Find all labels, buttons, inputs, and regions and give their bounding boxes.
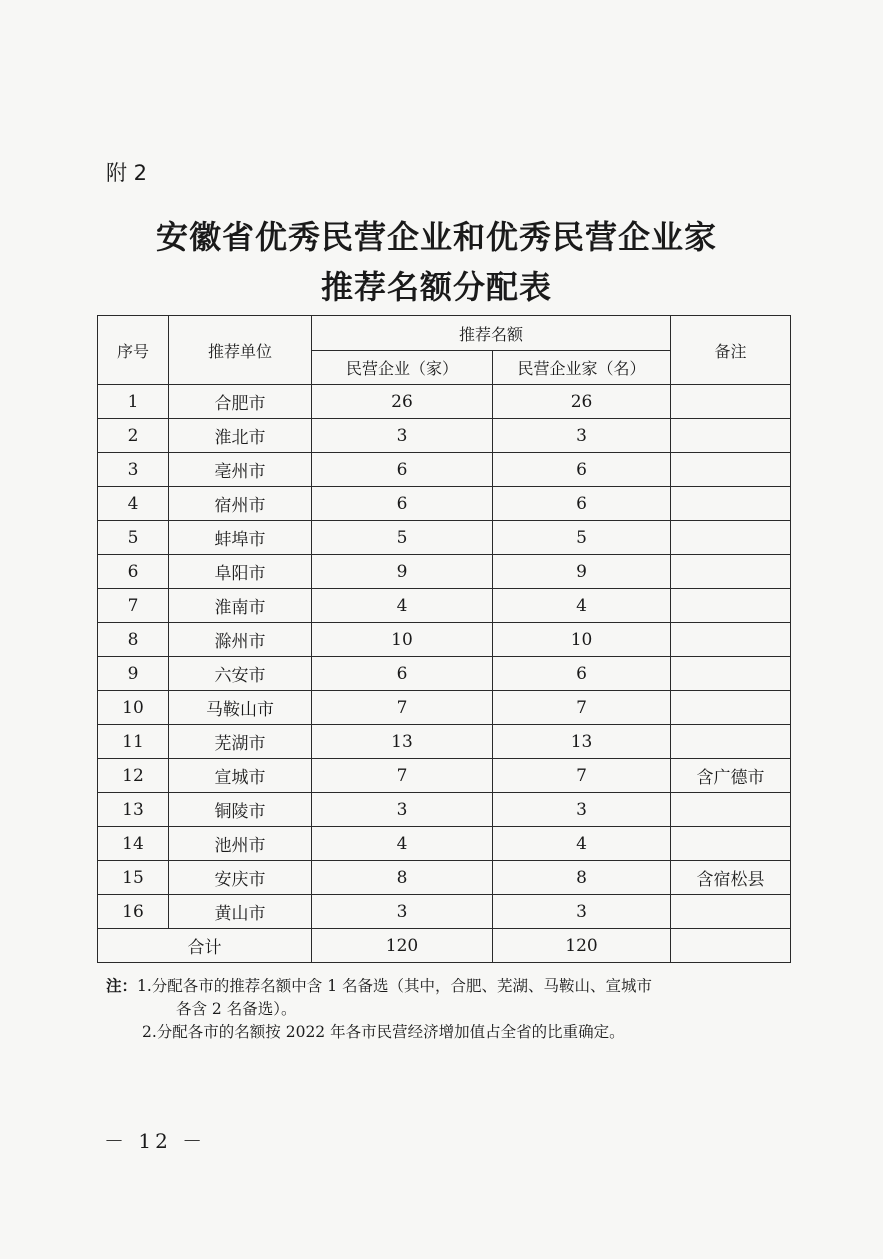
seq-cell: 12 (98, 759, 169, 793)
remarks-cell (671, 623, 791, 657)
entrepreneurs-cell: 4 (493, 827, 671, 861)
unit-cell: 合肥市 (169, 385, 312, 419)
table-row (98, 827, 791, 861)
total-entrepreneurs: 120 (493, 929, 671, 963)
table-row (98, 419, 791, 453)
unit-cell: 铜陵市 (169, 793, 312, 827)
table-row (98, 725, 791, 759)
allocation-table (97, 315, 791, 963)
seq-cell: 1 (98, 385, 169, 419)
entrepreneurs-cell: 3 (493, 793, 671, 827)
seq-cell: 8 (98, 623, 169, 657)
unit-cell: 黄山市 (169, 895, 312, 929)
enterprises-cell: 4 (312, 589, 493, 623)
enterprises-cell: 5 (312, 521, 493, 555)
entrepreneurs-cell: 5 (493, 521, 671, 555)
remarks-cell (671, 385, 791, 419)
table-row (98, 589, 791, 623)
header-enterprises: 民营企业（家） (312, 351, 493, 385)
remarks-cell: 含宿松县 (671, 861, 791, 895)
note-1-text: 1.分配各市的推荐名额中含 1 名备选（其中，合肥、芜湖、马鞍山、宣城市 (137, 977, 653, 995)
entrepreneurs-cell: 10 (493, 623, 671, 657)
entrepreneurs-cell: 13 (493, 725, 671, 759)
header-unit: 推荐单位 (169, 316, 312, 385)
unit-cell: 芜湖市 (169, 725, 312, 759)
enterprises-cell: 6 (312, 487, 493, 521)
remarks-cell (671, 725, 791, 759)
enterprises-cell: 26 (312, 385, 493, 419)
seq-cell: 3 (98, 453, 169, 487)
enterprises-cell: 9 (312, 555, 493, 589)
title-line-2: 推荐名额分配表 (320, 268, 552, 306)
table-row (98, 487, 791, 521)
enterprises-cell: 3 (312, 895, 493, 929)
unit-cell: 淮南市 (169, 589, 312, 623)
total-row (98, 929, 791, 963)
table-row (98, 555, 791, 589)
seq-cell: 16 (98, 895, 169, 929)
unit-cell: 安庆市 (169, 861, 312, 895)
remarks-cell (671, 555, 791, 589)
unit-cell: 六安市 (169, 657, 312, 691)
seq-cell: 6 (98, 555, 169, 589)
entrepreneurs-cell: 4 (493, 589, 671, 623)
entrepreneurs-cell: 9 (493, 555, 671, 589)
enterprises-cell: 3 (312, 419, 493, 453)
enterprises-cell: 8 (312, 861, 493, 895)
remarks-cell: 含广德市 (671, 759, 791, 793)
total-label: 合计 (98, 929, 312, 963)
header-entrepreneurs: 民营企业家（名） (493, 351, 671, 385)
remarks-cell (671, 657, 791, 691)
entrepreneurs-cell: 3 (493, 895, 671, 929)
table-row (98, 385, 791, 419)
enterprises-cell: 10 (312, 623, 493, 657)
enterprises-cell: 7 (312, 691, 493, 725)
table-row (98, 793, 791, 827)
title-line-1: 安徽省优秀民营企业和优秀民营企业家 (155, 218, 717, 256)
table-row (98, 453, 791, 487)
entrepreneurs-cell: 6 (493, 657, 671, 691)
seq-cell: 9 (98, 657, 169, 691)
seq-cell: 2 (98, 419, 169, 453)
note-1 (106, 975, 652, 998)
notes (106, 975, 652, 1044)
table-row (98, 657, 791, 691)
enterprises-cell: 13 (312, 725, 493, 759)
remarks-cell (671, 793, 791, 827)
unit-cell: 淮北市 (169, 419, 312, 453)
table-row (98, 895, 791, 929)
entrepreneurs-cell: 3 (493, 419, 671, 453)
enterprises-cell: 6 (312, 453, 493, 487)
remarks-cell (671, 827, 791, 861)
remarks-cell (671, 453, 791, 487)
table-row (98, 861, 791, 895)
unit-cell: 亳州市 (169, 453, 312, 487)
remarks-cell (671, 521, 791, 555)
entrepreneurs-cell: 7 (493, 759, 671, 793)
enterprises-cell: 6 (312, 657, 493, 691)
remarks-cell (671, 589, 791, 623)
seq-cell: 10 (98, 691, 169, 725)
seq-cell: 7 (98, 589, 169, 623)
enterprises-cell: 3 (312, 793, 493, 827)
seq-cell: 14 (98, 827, 169, 861)
table-row (98, 759, 791, 793)
entrepreneurs-cell: 6 (493, 487, 671, 521)
entrepreneurs-cell: 7 (493, 691, 671, 725)
header-quota-group: 推荐名额 (312, 316, 671, 351)
seq-cell: 5 (98, 521, 169, 555)
table-row (98, 623, 791, 657)
seq-cell: 15 (98, 861, 169, 895)
seq-cell: 11 (98, 725, 169, 759)
page-number: － 12 － (104, 1129, 207, 1153)
unit-cell: 蚌埠市 (169, 521, 312, 555)
remarks-cell (671, 419, 791, 453)
annex-label: 附 2 (106, 161, 148, 185)
unit-cell: 马鞍山市 (169, 691, 312, 725)
remarks-cell (671, 487, 791, 521)
enterprises-cell: 4 (312, 827, 493, 861)
seq-cell: 4 (98, 487, 169, 521)
table-row (98, 691, 791, 725)
note-1-continued: 各含 2 名备选）。 (176, 1000, 297, 1018)
unit-cell: 阜阳市 (169, 555, 312, 589)
remarks-cell (671, 895, 791, 929)
unit-cell: 宿州市 (169, 487, 312, 521)
unit-cell: 池州市 (169, 827, 312, 861)
total-remarks (671, 929, 791, 963)
entrepreneurs-cell: 6 (493, 453, 671, 487)
entrepreneurs-cell: 26 (493, 385, 671, 419)
header-seq: 序号 (98, 316, 169, 385)
unit-cell: 宣城市 (169, 759, 312, 793)
note-2: 2.分配各市的名额按 2022 年各市民营经济增加值占全省的比重确定。 (142, 1023, 625, 1041)
unit-cell: 滁州市 (169, 623, 312, 657)
table-row (98, 521, 791, 555)
enterprises-cell: 7 (312, 759, 493, 793)
seq-cell: 13 (98, 793, 169, 827)
header-remarks: 备注 (671, 316, 791, 385)
total-enterprises: 120 (312, 929, 493, 963)
note-lead: 注： (106, 977, 138, 995)
remarks-cell (671, 691, 791, 725)
entrepreneurs-cell: 8 (493, 861, 671, 895)
